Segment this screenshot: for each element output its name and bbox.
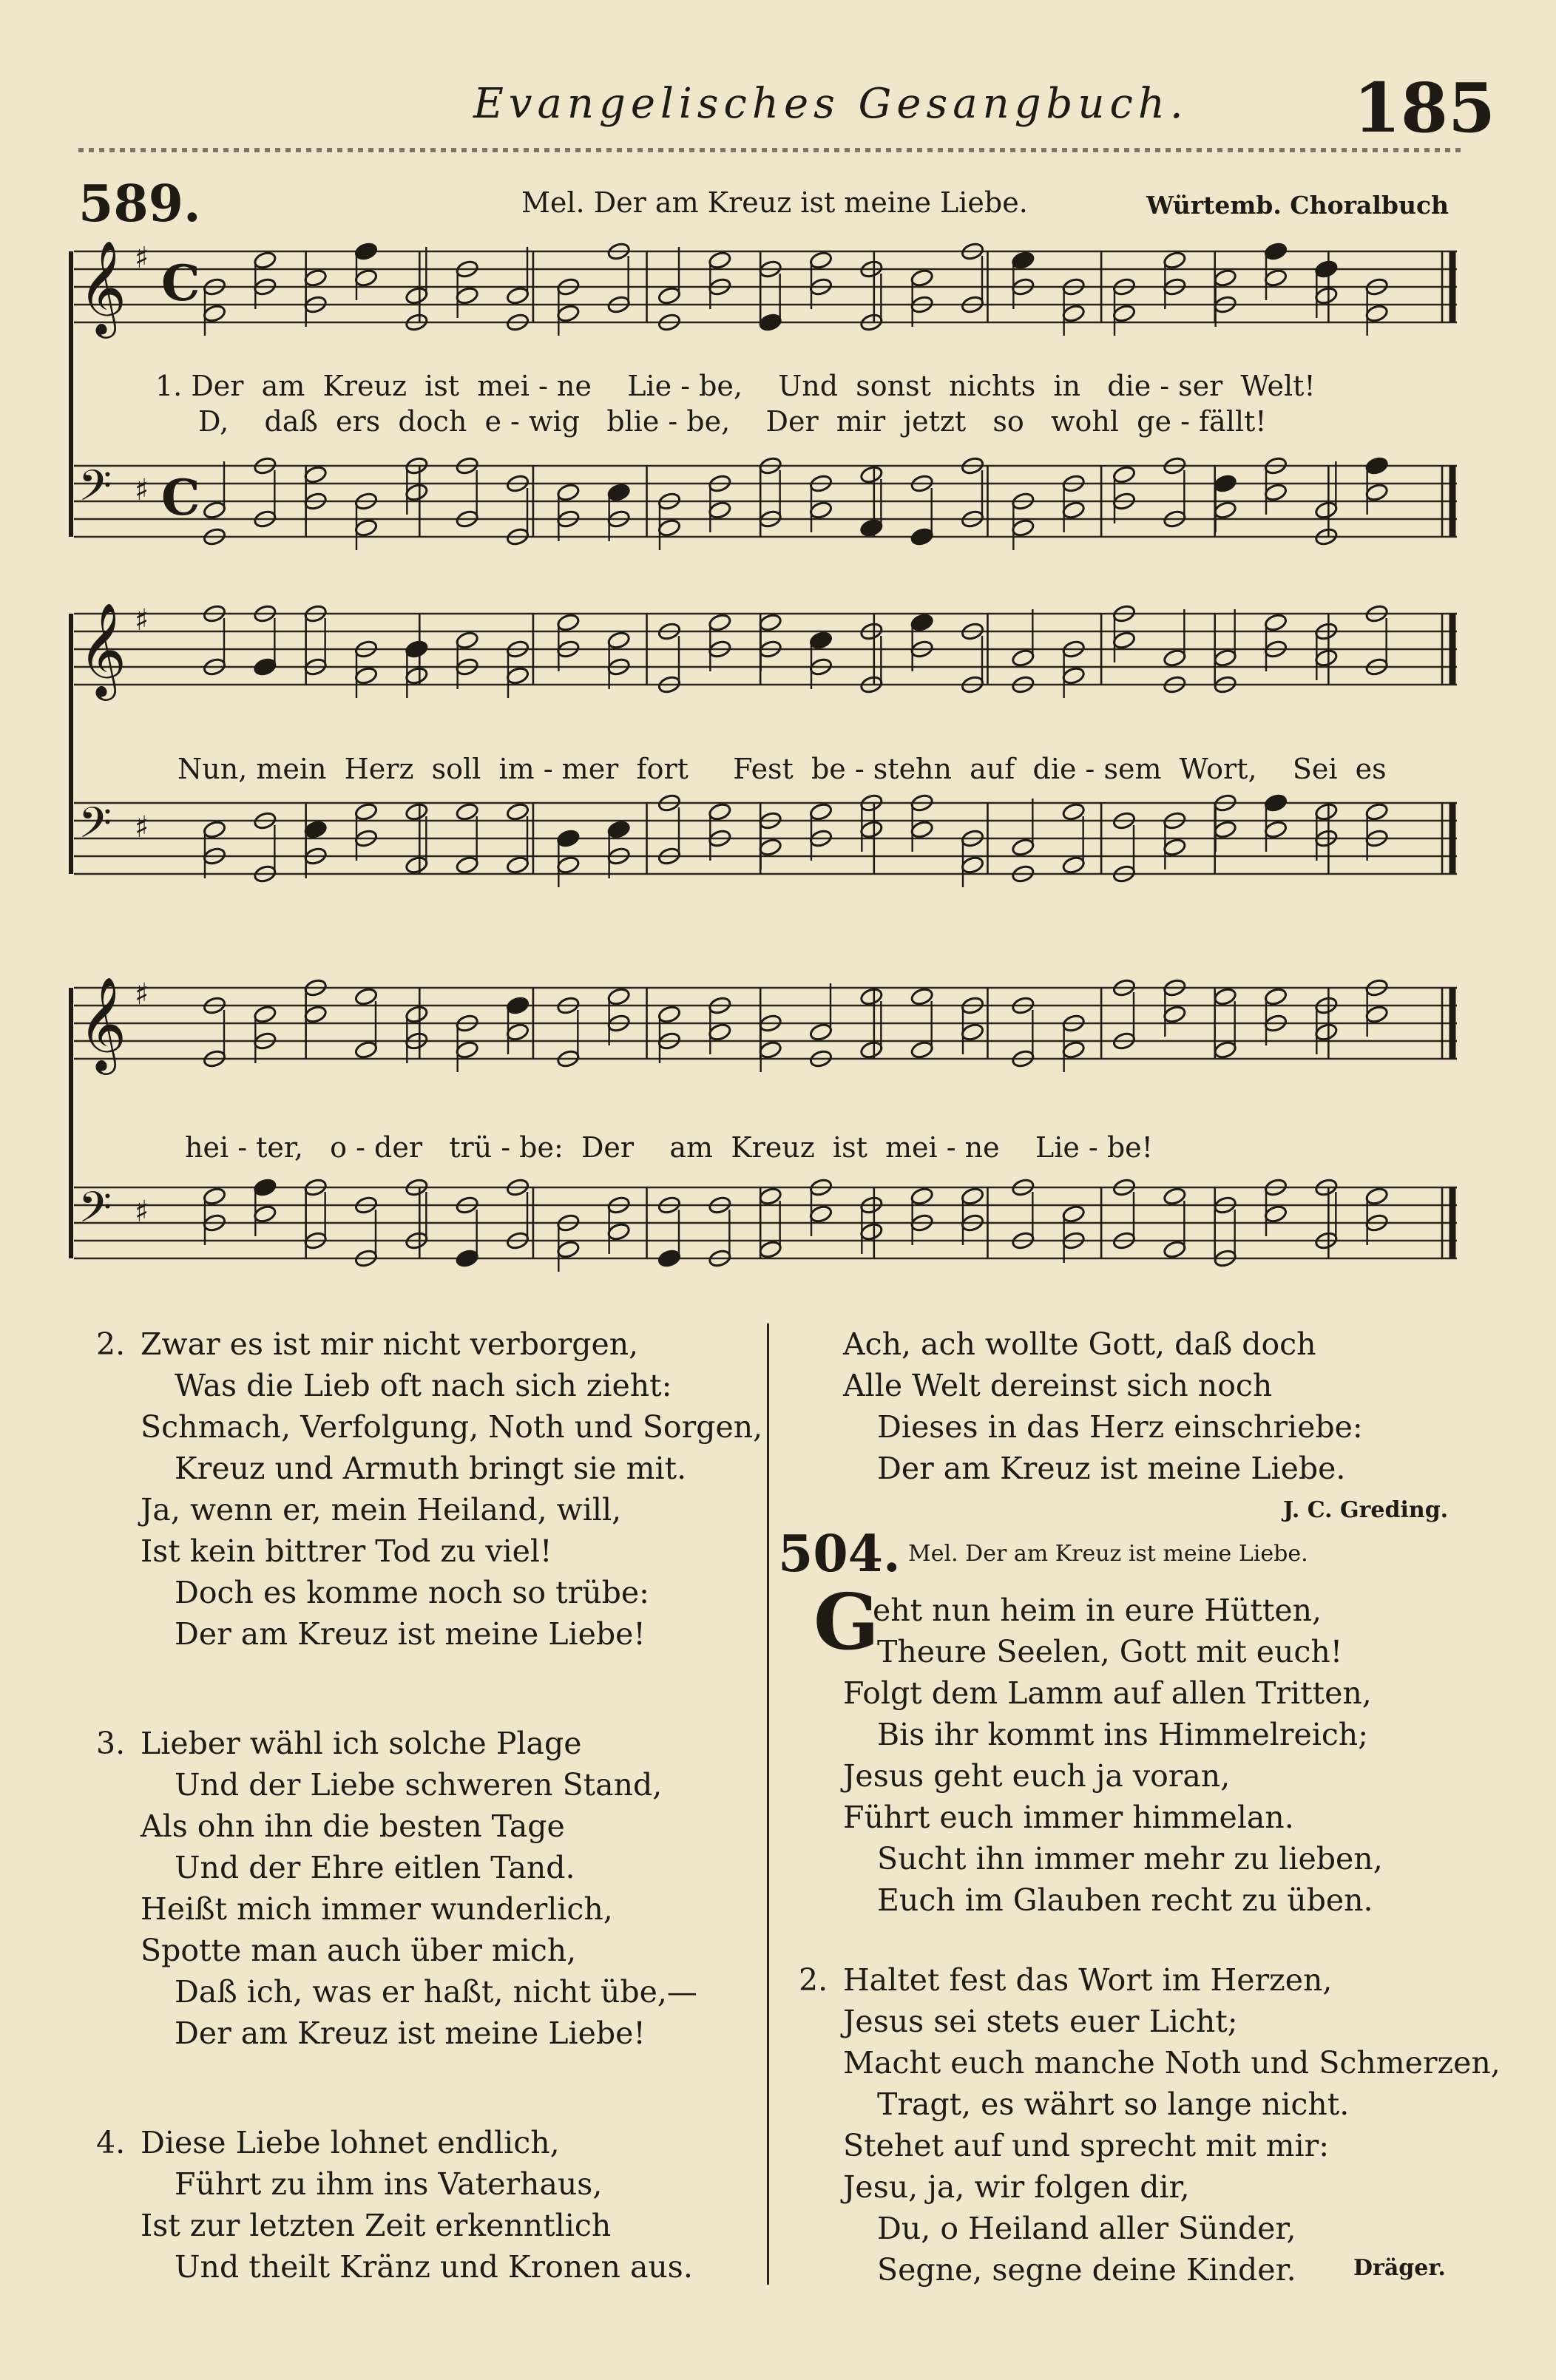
bass-clef-icon: 𝄢 [78, 1182, 112, 1243]
note-head [1264, 1204, 1288, 1224]
verse-line: Du, o Heiland aller Sünder, [877, 2211, 1296, 2246]
note-head [303, 820, 327, 839]
lyric-line-1: 1. Der am Kreuz ist mei - ne Lie - be, Und sonst nichts in die - ser Welt! [155, 370, 1316, 402]
note-head [1112, 631, 1136, 650]
note-head [354, 987, 378, 1006]
verse-line: Und der Ehre eitlen Tand. [175, 1850, 575, 1885]
verse-4-continued [843, 1323, 1363, 1489]
note-head [1163, 1240, 1186, 1259]
verse-number: 2. [96, 1326, 126, 1362]
note-head [1213, 268, 1237, 288]
hymn2-verse-1 [843, 1590, 1383, 1921]
verse-line: Führt euch immer himmelan. [843, 1800, 1294, 1835]
note-head [556, 483, 580, 502]
note-head [354, 518, 378, 538]
note-head [606, 1222, 630, 1241]
note-head [1213, 820, 1237, 839]
note-head [758, 313, 782, 332]
note-head [506, 666, 530, 685]
note-head [405, 855, 428, 875]
note-head [303, 268, 327, 288]
note-head [606, 483, 630, 502]
note-head [405, 640, 428, 659]
note-head [910, 613, 933, 632]
note-head [1314, 648, 1338, 668]
note-head [1011, 648, 1035, 668]
note-head [506, 996, 530, 1015]
verse-line: Führt zu ihm ins Vaterhaus, [175, 2166, 603, 2202]
note-head [455, 802, 478, 821]
note-head [859, 1040, 883, 1060]
note-head [1264, 268, 1288, 288]
note-head [354, 242, 378, 261]
note-head [708, 1023, 731, 1042]
note-head [1364, 802, 1388, 821]
verse-line: Schmach, Verfolgung, Noth und Sorgen, [141, 1409, 763, 1445]
note-head [203, 820, 226, 839]
verse-number: 2. [799, 1962, 828, 1998]
note-head [1061, 855, 1085, 875]
note-head [303, 465, 327, 484]
time-signature: C [161, 469, 200, 526]
verse-line: Alle Welt dereinst sich noch [843, 1368, 1273, 1403]
note-head [354, 802, 378, 821]
verse-line: Segne, segne deine Kinder. [877, 2252, 1296, 2288]
verse-line: Folgt dem Lamm auf allen Tritten, [843, 1675, 1372, 1711]
verse-4 [96, 2122, 693, 2288]
note-head [1314, 286, 1338, 305]
note-head [1163, 251, 1186, 270]
note-head [961, 855, 984, 875]
note-head [556, 304, 580, 323]
verse-line: Spotte man auch über mich, [141, 1933, 577, 1968]
note-head [708, 613, 731, 632]
sharp-icon: ♯ [135, 473, 149, 507]
note-head [506, 802, 530, 821]
note-head [1213, 501, 1237, 520]
note-head [253, 1204, 277, 1224]
bass-clef-icon: 𝄢 [78, 461, 112, 521]
note-head [1011, 518, 1035, 538]
note-head [405, 286, 428, 305]
verses-section [0, 1323, 1556, 2373]
note-head [1163, 838, 1186, 857]
note-head [1264, 820, 1288, 839]
note-head [203, 501, 226, 520]
verse-line: Ist kein bittrer Tod zu viel! [141, 1533, 552, 1569]
verse-line: Ist zur letzten Zeit erkenntlich [141, 2208, 612, 2243]
verse-line: Daß ich, was er haßt, nicht übe,— [175, 1974, 697, 2010]
melody-reference: Mel. Der am Kreuz ist meine Liebe. [521, 186, 1028, 219]
verse-line: Jesus sei stets euer Licht; [843, 2004, 1238, 2039]
note-head [253, 1178, 277, 1197]
verse-line: Euch im Glauben recht zu üben. [877, 1882, 1373, 1918]
note-head [1314, 1023, 1338, 1042]
hymn2-author: Dräger. [1353, 2255, 1446, 2281]
note-head [910, 1187, 933, 1206]
verse-line: Was die Lieb oft nach sich zieht: [175, 1368, 672, 1403]
note-head [859, 1222, 883, 1241]
verse-line: Heißt mich immer wunderlich, [141, 1891, 613, 1927]
note-head [253, 657, 277, 677]
note-head [708, 802, 731, 821]
note-head [657, 518, 681, 538]
lyric-line-4: hei - ter, o - der trü - be: Der am Kreuz ist mei - ne Lie - be! [185, 1131, 1153, 1164]
note-head [1364, 483, 1388, 502]
source-reference: Würtemb. Choralbuch [1146, 191, 1450, 220]
note-head [1112, 465, 1136, 484]
verse-line: Haltet fest das Wort im Herzen, [843, 1962, 1333, 1998]
note-head [758, 1240, 782, 1259]
page-header [0, 0, 1556, 170]
note-head [910, 527, 933, 546]
note-head [556, 855, 580, 875]
verse-number: 4. [96, 2125, 126, 2160]
note-head [556, 829, 580, 848]
note-head [455, 631, 478, 650]
note-head [1213, 474, 1237, 493]
note-head [708, 251, 731, 270]
hymn-number: 589. [78, 174, 201, 234]
note-head [506, 286, 530, 305]
verse-line: Der am Kreuz ist meine Liebe. [877, 1451, 1346, 1486]
note-head [1264, 987, 1288, 1006]
note-head [1061, 802, 1085, 821]
book-title: Evangelisches Gesangbuch. [473, 80, 1188, 128]
verse-line: Als ohn ihn die besten Tage [141, 1808, 565, 1844]
page-number: 185 [1353, 68, 1496, 148]
note-head [910, 1040, 933, 1060]
note-head [809, 1023, 833, 1042]
note-head [910, 987, 933, 1006]
note-head [556, 613, 580, 632]
note-head [303, 1005, 327, 1024]
note-head [455, 286, 478, 305]
note-head [1061, 1040, 1085, 1060]
verse-number: 3. [96, 1726, 126, 1761]
note-head [203, 304, 226, 323]
note-head [859, 820, 883, 839]
column-divider [767, 1323, 769, 2285]
music-system-1 [67, 222, 1461, 569]
note-head [758, 613, 782, 632]
treble-clef-icon: 𝄞 [78, 976, 127, 1071]
note-head [1364, 1005, 1388, 1024]
sharp-icon: ♯ [135, 603, 149, 637]
note-head [1264, 613, 1288, 632]
verse-line: Sucht ihn immer mehr zu lieben, [877, 1841, 1383, 1876]
music-system-2 [67, 599, 1461, 939]
note-head [961, 1187, 984, 1206]
verse-line: Tragt, es währt so lange nicht. [877, 2086, 1350, 2122]
verse-line: eht nun heim in eure Hütten, [873, 1593, 1322, 1628]
header-rule [78, 148, 1466, 152]
note-head [809, 251, 833, 270]
note-head [1011, 251, 1035, 270]
hymn-author: J. C. Greding. [1283, 1497, 1449, 1523]
note-head [455, 1040, 478, 1060]
note-head [354, 1040, 378, 1060]
note-head [455, 1249, 478, 1268]
verse-line: Und der Liebe schweren Stand, [175, 1767, 663, 1803]
verse-line: Macht euch manche Noth und Schmerzen, [843, 2045, 1501, 2081]
verse-3 [96, 1723, 697, 2054]
note-head [405, 802, 428, 821]
verse-line: Lieber wähl ich solche Plage [141, 1726, 582, 1761]
note-head [657, 1005, 681, 1024]
note-head [354, 268, 378, 288]
hymn2-dropcap: G [813, 1576, 879, 1667]
verse-line: Und theilt Kränz und Kronen aus. [175, 2249, 693, 2285]
note-head [657, 1249, 681, 1268]
note-head [506, 1023, 530, 1042]
verse-line: Jesus geht euch ja voran, [843, 1758, 1231, 1794]
note-head [1264, 242, 1288, 261]
verse-line: Doch es komme noch so trübe: [175, 1575, 649, 1610]
note-head [1314, 802, 1338, 821]
treble-clef-icon: 𝄞 [78, 240, 127, 334]
note-head [1314, 260, 1338, 279]
note-head [606, 987, 630, 1006]
lyric-line-2: D, daß ers doch e - wig blie - be, Der mir jetzt so wohl ge - fällt! [198, 405, 1267, 438]
note-head [1264, 793, 1288, 813]
note-head [1061, 1204, 1085, 1224]
verse-line: Diese Liebe lohnet endlich, [141, 2125, 560, 2160]
verse-line: Der am Kreuz ist meine Liebe! [175, 1616, 646, 1652]
note-head [961, 1023, 984, 1042]
note-head [1364, 304, 1388, 323]
note-head [1011, 838, 1035, 857]
note-head [1061, 666, 1085, 685]
note-head [1264, 483, 1288, 502]
note-head [405, 483, 428, 502]
verse-line: Theure Seelen, Gott mit euch! [877, 1634, 1343, 1669]
note-head [556, 1240, 580, 1259]
note-head [253, 251, 277, 270]
hymn2-number: 504. [778, 1525, 901, 1584]
note-head [809, 1204, 833, 1224]
sharp-icon: ♯ [135, 810, 149, 844]
sharp-icon: ♯ [135, 977, 149, 1011]
note-head [1061, 304, 1085, 323]
note-head [657, 286, 681, 305]
note-head [354, 666, 378, 685]
sharp-icon: ♯ [135, 1195, 149, 1229]
verse-line: Kreuz und Armuth bringt sie mit. [175, 1451, 687, 1486]
note-head [1112, 304, 1136, 323]
note-head [1163, 1005, 1186, 1024]
verse-line: Stehet auf und sprecht mit mir: [843, 2128, 1330, 2163]
note-head [1364, 456, 1388, 475]
note-head [809, 501, 833, 520]
hymn2-melody-reference: Mel. Der am Kreuz ist meine Liebe. [908, 1541, 1308, 1567]
note-head [859, 465, 883, 484]
verse-line: Ja, wenn er, mein Heiland, will, [141, 1492, 622, 1528]
hymn-heading [0, 170, 1556, 234]
note-head [1061, 501, 1085, 520]
note-head [606, 820, 630, 839]
verse-line: Zwar es ist mir nicht verborgen, [141, 1326, 639, 1362]
verse-line: Jesu, ja, wir folgen dir, [843, 2169, 1190, 2205]
note-head [1213, 648, 1237, 668]
note-head [1163, 648, 1186, 668]
treble-clef-icon: 𝄞 [78, 602, 127, 696]
note-head [405, 666, 428, 685]
note-head [1314, 501, 1338, 520]
note-head [1213, 987, 1237, 1006]
verse-line: Ach, ach wollte Gott, daß doch [843, 1326, 1316, 1362]
hymn2-verse-2 [799, 1959, 1501, 2291]
note-head [1213, 1040, 1237, 1060]
music-system-3 [67, 976, 1461, 1323]
note-head [455, 855, 478, 875]
verse-line: Bis ihr kommt ins Himmelreich; [877, 1717, 1369, 1752]
note-head [910, 820, 933, 839]
time-signature: C [161, 254, 200, 312]
note-head [253, 1005, 277, 1024]
note-head [708, 501, 731, 520]
note-head [1364, 1187, 1388, 1206]
note-head [405, 1005, 428, 1024]
bass-clef-icon: 𝄢 [78, 798, 112, 858]
note-head [506, 855, 530, 875]
note-head [809, 631, 833, 650]
verse-line: Der am Kreuz ist meine Liebe! [175, 2015, 646, 2051]
note-head [809, 802, 833, 821]
note-head [758, 1040, 782, 1060]
note-head [1163, 1187, 1186, 1206]
verse-2 [96, 1323, 763, 1655]
note-head [758, 838, 782, 857]
note-head [758, 1187, 782, 1206]
note-head [859, 518, 883, 538]
note-head [203, 1187, 226, 1206]
sharp-icon: ♯ [135, 241, 149, 275]
verse-line: Dieses in das Herz einschriebe: [877, 1409, 1363, 1445]
note-head [910, 268, 933, 288]
lyric-line-3: Nun, mein Herz soll im - mer fort Fest be - stehn auf die - sem Wort, Sei es [177, 753, 1387, 785]
note-head [859, 987, 883, 1006]
note-head [606, 631, 630, 650]
